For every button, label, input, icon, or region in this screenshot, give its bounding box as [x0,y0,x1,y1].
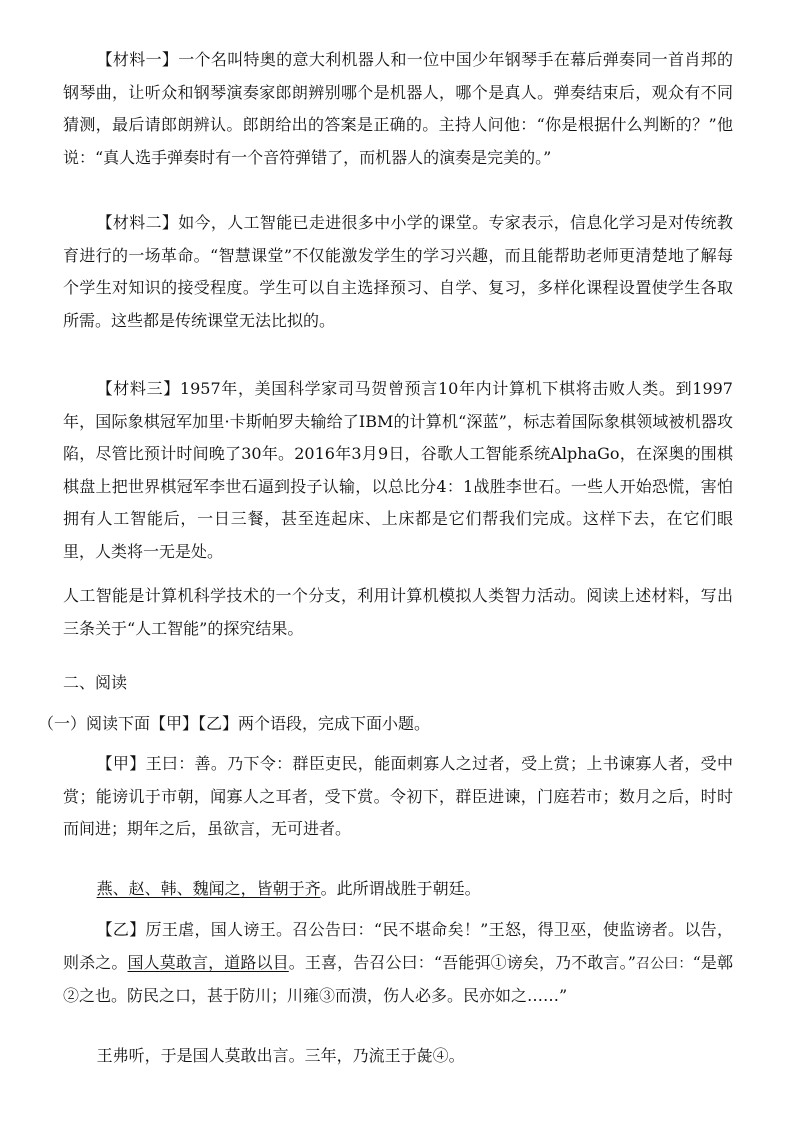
passage-yi-label: 【乙】 [96,920,146,939]
passage-yi-text1: 厉王虐，国人谤王。召公告曰：“民不堪命矣！”王怒，得卫巫，使监谤者。以告，则杀之。 [63,920,733,972]
passage-jia [63,748,733,846]
passage-yi-last: 王弗听，于是国人莫敢出言。三年，乃流王于彘④。 [96,1046,465,1065]
passage-jia-text: 王曰：善。乃下令：群臣吏民，能面刺寡人之过者，受上赏；上书谏寡人者，受中赏；能谤讥于市朝，闻寡人之耳者，受下赏。令初下，群臣进谏，门庭若市；数月之后，时时而间进；期年之后，虽欲言，无可进者。 [63,754,733,838]
material-three-text: 1957年，美国科学家司马贺曾预言10年内计算机下棋将击败人类。到1997年，国际象棋冠军加里·卡斯帕罗夫输给了IBM的计算机“深蓝”，标志着国际象棋领域被机器攻陷，尽管比预计时间晚了30年。2016年3月9日，谷歌人工智能系统AlphaGo，在深奥的围棋棋盘上把世界棋冠军李世石逼到投子认输，以总比分4：1战胜李世石。一些人开始恐慌，害怕拥有人工智能后，一日三餐，甚至连起床、上床都是它们帮我们完成。这样下去，在它们眼里，人类将一无是处。 [63,379,733,561]
material-two [63,207,733,337]
question-text: 人工智能是计算机科学技术的一个分支，利用计算机模拟人类智力活动。阅读上述材料，写出三条关于“人工智能”的探究结果。 [63,586,733,638]
passage-yi-text4: “是鄣②之也。防民之口，甚于防川；川雍③而溃，伤人必多。民亦如之……” [63,952,733,1005]
passage-jia-underlined: 燕、赵、韩、魏闻之，皆朝于齐 [96,879,321,898]
material-one-text: 一个名叫特奥的意大利机器人和一位中国少年钢琴手在幕后弹奏同一首肖邦的钢琴曲，让听众和钢琴演奏家郎朗辨别哪个是机器人，哪个是真人。弹奏结束后，观众有不同猜测，最后请郎朗辨认。郎朗给出的答案是正确的。主持人问他：“你是根据什么判断的？”他说：“真人选手弹奏时有一个音符弹错了，而机器人的演奏是完美的。” [63,50,733,167]
passage-jia-label: 【甲】 [96,754,146,773]
passage-yi-text3: 召公曰： [635,955,693,972]
sub-heading: （一）阅读下面【甲】【乙】两个语段，完成下面小题。 [38,714,431,733]
passage-yi-text2: 。王喜，告召公曰：“吾能弭①谤矣，乃不敢言。” [288,952,636,972]
material-one [63,44,733,174]
material-one-label: 【材料一】 [96,50,179,69]
section-heading: 二、阅读 [63,673,128,692]
passage-jia-conclusion [63,873,733,906]
passage-yi-underlined: 国人莫敢言，道路以目 [127,952,289,972]
passage-yi [63,914,733,1013]
material-two-text: 如今，人工智能已走进很多中小学的课堂。专家表示，信息化学习是对传统教育进行的一场革命。“智慧课堂”不仅能激发学生的学习兴趣，而且能帮助老师更清楚地了解每个学生对知识的接受程度。学生可以自主选择预习、自学、复习，多样化课程设置使学生各取所需。这些都是传统课堂无法比拟的。 [63,213,733,330]
material-three-label: 【材料三】 [96,379,180,398]
passage-jia-after: 。此所谓战胜于朝廷。 [320,879,481,898]
material-two-label: 【材料二】 [96,213,179,232]
material-three [63,373,733,568]
